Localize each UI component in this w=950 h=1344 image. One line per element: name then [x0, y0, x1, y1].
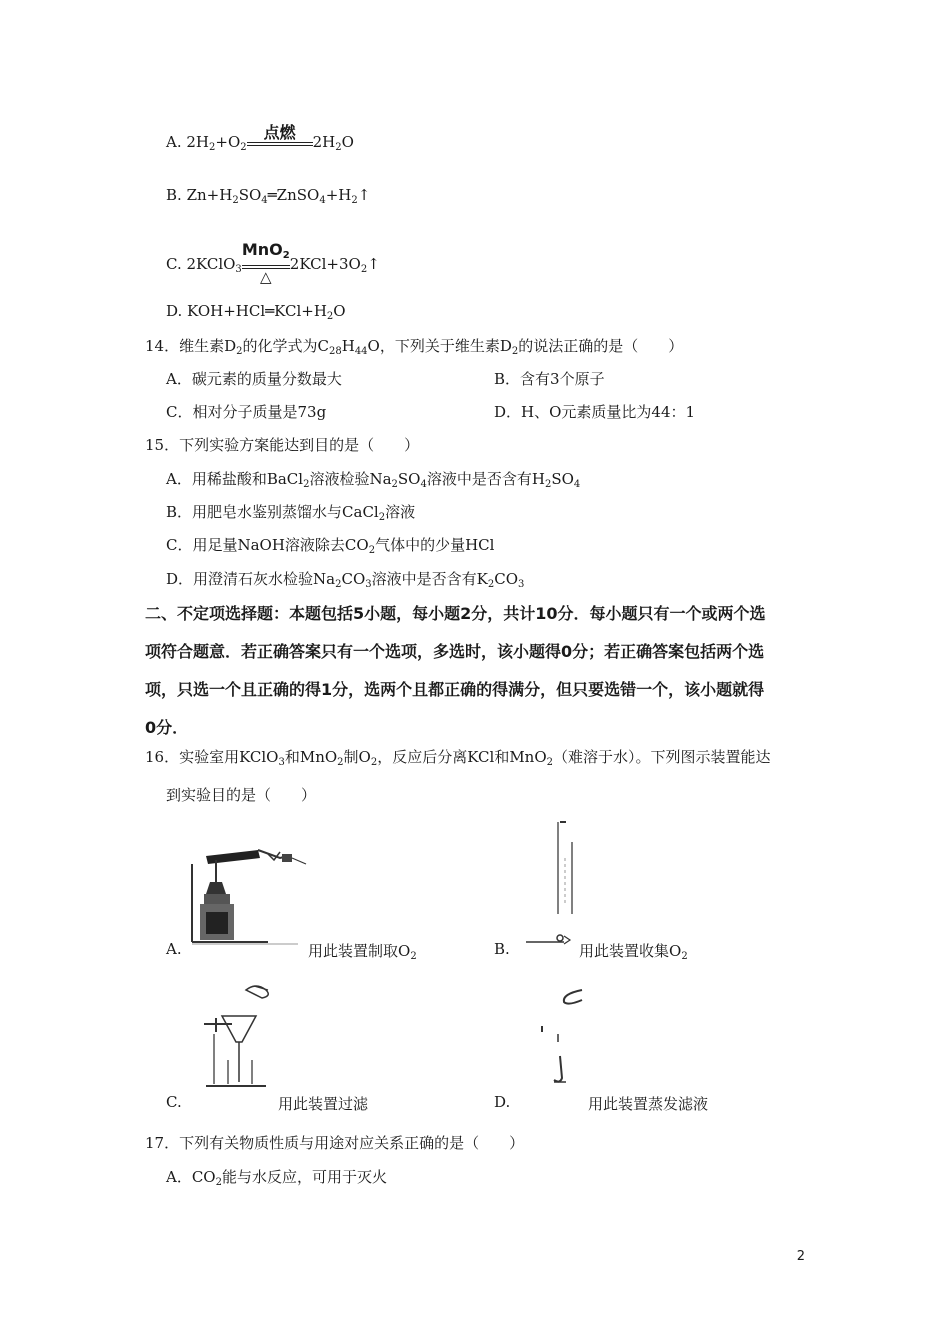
q16-option-c: C. [166, 1093, 182, 1111]
apparatus-d-evaporation-figure [536, 986, 596, 1090]
section2-line4: 0分． [145, 718, 189, 737]
q14-stem: 14．维生素$D_2$的化学式为$C_{28}H_{44}O$，下列关于维生素$D_2$的说法正确的是（ ） [145, 337, 684, 357]
q14-option-a: A．碳元素的质量分数最大 [166, 370, 342, 388]
q15-option-a: A．用稀盐酸和BaCl$_2$溶液检验$Na_2SO_4$溶液中是否含有$H_2SO_4$ [166, 470, 581, 490]
q16-option-a: A. [166, 940, 182, 958]
q13-option-d: D. $KOH+HCl═KCl+H_2O$ [166, 302, 346, 322]
q16-option-a-text: 用此装置制取$O_2$ [308, 942, 417, 962]
q16-stem-line2: 到实验目的是（ ） [166, 786, 317, 804]
q15-option-c: C．用足量NaOH溶液除去$CO_2$气体中的少量HCl [166, 536, 495, 556]
q16-option-c-text: 用此装置过滤 [278, 1095, 369, 1113]
section2-line2: 项符合题意．若正确答案只有一个选项，多选时，该小题得0分；若正确答案包括两个选 [145, 642, 765, 661]
q13-option-b: B. $Zn+H_2SO_4═ZnSO_4+H_2↑$ [166, 186, 371, 206]
q14-option-d: D．H、O元素质量比为44：1 [494, 403, 696, 421]
reaction-condition: 点燃 [247, 124, 313, 146]
section2-line1: 二、不定项选择题：本题包括5小题，每小题2分，共计10分．每小题只有一个或两个选 [145, 604, 766, 623]
q13-option-c: C. 2KClO$_3$ MnO$_2$ △ $2KCl+3O_2↑$ [166, 240, 380, 286]
q16-option-d: D. [494, 1093, 511, 1111]
page-number: 2 [796, 1249, 805, 1264]
apparatus-c-filtration-figure [196, 980, 286, 1090]
q13-option-a: A. $2H_2+O_2$ 点燃 $2H_2O$ [166, 123, 354, 153]
q17-stem: 17．下列有关物质性质与用途对应关系正确的是（ ） [145, 1134, 525, 1152]
q15-option-d: D．用澄清石灰水检验$Na_2CO_3$溶液中是否含有$K_2CO_3$ [166, 570, 525, 590]
q15-option-b: B．用肥皂水鉴别蒸馏水与CaCl$_2$溶液 [166, 503, 416, 523]
q16-option-b-text: 用此装置收集$O_2$ [579, 942, 688, 962]
q16-stem-line1: 16．实验室用KClO$_3$和MnO$_2$制$O_2$，反应后分离KCl和MnO$_2$（难溶于水）。下列图示装置能达 [145, 748, 771, 768]
q15-stem: 15．下列实验方案能达到目的是（ ） [145, 436, 420, 454]
q16-option-d-text: 用此装置蒸发滤液 [588, 1095, 709, 1113]
q14-option-b: B．含有3个原子 [494, 370, 605, 388]
reaction-condition: MnO$_2$ △ [241, 240, 290, 286]
q17-option-a: A．$CO_2$能与水反应，可用于灭火 [166, 1168, 387, 1188]
section2-line3: 项，只选一个且正确的得1分，选两个且都正确的得满分，但只要选错一个，该小题就得 [145, 680, 765, 699]
apparatus-b-collection-figure [520, 818, 580, 952]
apparatus-a-heating-figure [188, 836, 308, 952]
q14-option-c: C．相对分子质量是73g [166, 403, 327, 421]
q16-option-b: B. [494, 940, 510, 958]
